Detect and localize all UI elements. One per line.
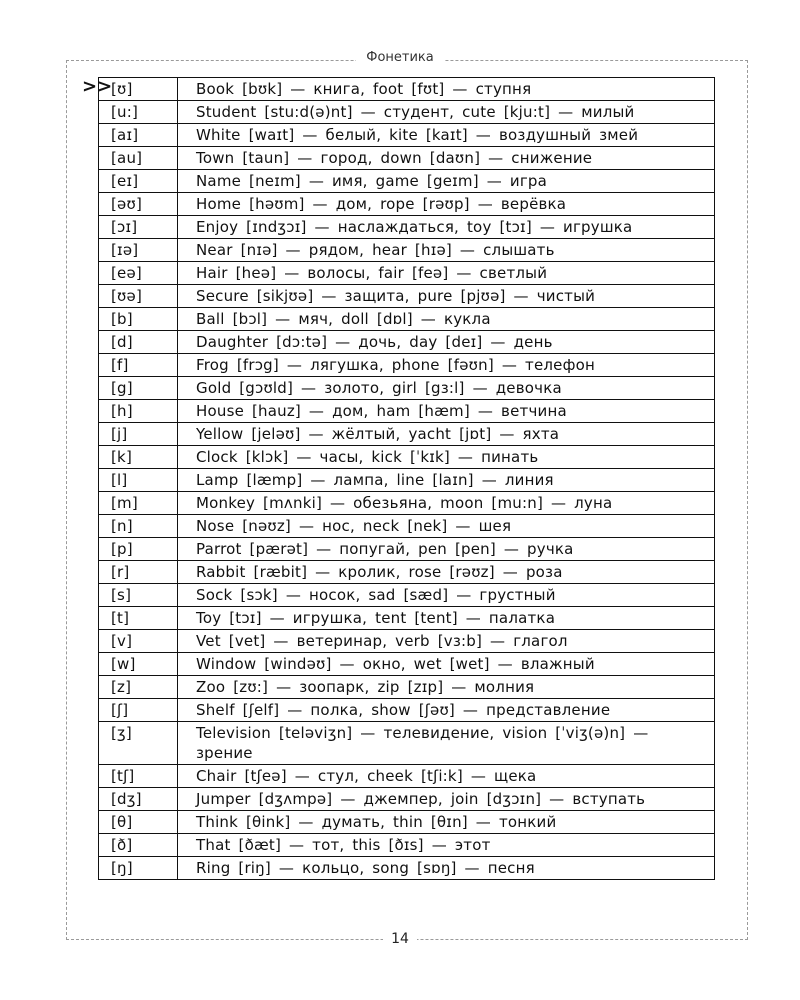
phoneme-symbol-cell: [f]	[99, 354, 178, 377]
example-words-cell: Monkey [mʌnki] — обезьяна, moon [mu:n] — луна	[178, 492, 715, 515]
example-words-cell: Parrot [pærət] — попугай, pen [pen] — ручка	[178, 538, 715, 561]
example-words-cell: Chair [tʃeə] — стул, cheek [tʃi:k] — щека	[178, 765, 715, 788]
table-row	[99, 630, 715, 653]
example-words-cell: Sock [sɔk] — носок, sad [sæd] — грустный	[178, 584, 715, 607]
example-words-cell: Nose [nəʊz] — нос, neck [nek] — шея	[178, 515, 715, 538]
example-words-cell: Clock [klɔk] — часы, kick [ˈkɪk] — пинать	[178, 446, 715, 469]
table-row	[99, 193, 715, 216]
table-row	[99, 676, 715, 699]
phoneme-symbol-cell: [au]	[99, 147, 178, 170]
phoneme-symbol-cell: [ʃ]	[99, 699, 178, 722]
table-row	[99, 354, 715, 377]
example-words-cell: Name [neɪm] — имя, game [geɪm] — игра	[178, 170, 715, 193]
phoneme-symbol-cell: [d]	[99, 331, 178, 354]
table-row	[99, 699, 715, 722]
example-words-cell: Shelf [ʃelf] — полка, show [ʃəʊ] — представление	[178, 699, 715, 722]
example-words-cell: Daughter [dɔ:tə] — дочь, day [deɪ] — день	[178, 331, 715, 354]
example-words-cell: Yellow [jeləʊ] — жёлтый, yacht [jɒt] — яхта	[178, 423, 715, 446]
example-words-cell: Window [windəʊ] — окно, wet [wet] — влажный	[178, 653, 715, 676]
table-row	[99, 423, 715, 446]
example-words-cell: Hair [heə] — волосы, fair [feə] — светлый	[178, 262, 715, 285]
example-words-cell: Home [həʊm] — дом, rope [rəʊp] — верёвка	[178, 193, 715, 216]
example-words-cell: Vet [vet] — ветеринар, verb [vɜ:b] — глагол	[178, 630, 715, 653]
table-row	[99, 216, 715, 239]
table-row	[99, 765, 715, 788]
phoneme-symbol-cell: [k]	[99, 446, 178, 469]
phoneme-symbol-cell: [b]	[99, 308, 178, 331]
page-footer	[0, 931, 800, 947]
table-row	[99, 607, 715, 630]
table-row	[99, 308, 715, 331]
table-row	[99, 722, 715, 765]
phoneme-symbol-cell: [dʒ]	[99, 788, 178, 811]
example-words-cell: Enjoy [ɪndʒɔɪ] — наслаждаться, toy [tɔɪ] — игрушка	[178, 216, 715, 239]
phoneme-symbol-cell: [u:]	[99, 101, 178, 124]
phoneme-symbol-cell: [eə]	[99, 262, 178, 285]
table-row	[99, 857, 715, 880]
phoneme-symbol-cell: [ʊ]	[99, 78, 178, 101]
table-row	[99, 515, 715, 538]
phoneme-symbol-cell: [w]	[99, 653, 178, 676]
phoneme-symbol-cell: [s]	[99, 584, 178, 607]
phoneme-symbol-cell: [əʊ]	[99, 193, 178, 216]
table-row	[99, 262, 715, 285]
example-words-cell: Gold [gɔʊld] — золото, girl [gɜ:l] — девочка	[178, 377, 715, 400]
table-row	[99, 834, 715, 857]
table-row	[99, 124, 715, 147]
phonetics-table	[98, 77, 715, 880]
example-words-cell: Ball [bɔl] — мяч, doll [dɒl] — кукла	[178, 308, 715, 331]
phoneme-symbol-cell: [ð]	[99, 834, 178, 857]
page-title: Фонетика	[356, 50, 443, 65]
phoneme-symbol-cell: [θ]	[99, 811, 178, 834]
phoneme-symbol-cell: [aɪ]	[99, 124, 178, 147]
table-row	[99, 811, 715, 834]
phoneme-symbol-cell: [eɪ]	[99, 170, 178, 193]
table-row	[99, 377, 715, 400]
example-words-cell: That [ðæt] — тот, this [ðɪs] — этот	[178, 834, 715, 857]
phoneme-symbol-cell: [tʃ]	[99, 765, 178, 788]
table-row	[99, 653, 715, 676]
double-arrow-icon: >>	[82, 76, 113, 97]
phoneme-symbol-cell: [j]	[99, 423, 178, 446]
example-words-cell: Toy [tɔɪ] — игрушка, tent [tent] — палатка	[178, 607, 715, 630]
phoneme-symbol-cell: [l]	[99, 469, 178, 492]
table-row	[99, 147, 715, 170]
example-words-cell: Lamp [læmp] — лампа, line [laɪn] — линия	[178, 469, 715, 492]
example-words-cell: Town [taun] — город, down [daʊn] — снижение	[178, 147, 715, 170]
table-row	[99, 469, 715, 492]
example-words-cell: Rabbit [ræbit] — кролик, rose [rəʊz] — роза	[178, 561, 715, 584]
phoneme-symbol-cell: [v]	[99, 630, 178, 653]
phonetics-table-body	[99, 78, 715, 880]
example-words-cell: Jumper [dʒʌmpə] — джемпер, join [dʒɔɪn] — вступать	[178, 788, 715, 811]
phoneme-symbol-cell: [m]	[99, 492, 178, 515]
example-words-cell: Book [bʊk] — книга, foot [fʊt] — ступня	[178, 78, 715, 101]
example-words-cell: Television [teləviʒn] — телевидение, vision [ˈviʒ(ə)n] — зрение	[178, 722, 715, 765]
example-words-cell: Secure [sikjʊə] — защита, pure [pjʊə] — чистый	[178, 285, 715, 308]
table-row	[99, 492, 715, 515]
phoneme-symbol-cell: [ʊə]	[99, 285, 178, 308]
example-words-cell: Near [nɪə] — рядом, hear [hɪə] — слышать	[178, 239, 715, 262]
example-words-cell: Student [stu:d(ə)nt] — студент, cute [kju:t] — милый	[178, 101, 715, 124]
table-row	[99, 78, 715, 101]
phoneme-symbol-cell: [z]	[99, 676, 178, 699]
example-words-cell: Zoo [zʊ:] — зоопарк, zip [zɪp] — молния	[178, 676, 715, 699]
phoneme-symbol-cell: [ʒ]	[99, 722, 178, 765]
phoneme-symbol-cell: [g]	[99, 377, 178, 400]
table-row	[99, 239, 715, 262]
table-row	[99, 331, 715, 354]
phoneme-symbol-cell: [ɔɪ]	[99, 216, 178, 239]
phoneme-symbol-cell: [r]	[99, 561, 178, 584]
table-row	[99, 584, 715, 607]
example-words-cell: White [waɪt] — белый, kite [kaɪt] — воздушный змей	[178, 124, 715, 147]
table-row	[99, 561, 715, 584]
phoneme-symbol-cell: [n]	[99, 515, 178, 538]
table-row	[99, 170, 715, 193]
example-words-cell: House [hauz] — дом, ham [hæm] — ветчина	[178, 400, 715, 423]
phoneme-symbol-cell: [ŋ]	[99, 857, 178, 880]
table-row	[99, 101, 715, 124]
phoneme-symbol-cell: [h]	[99, 400, 178, 423]
phoneme-symbol-cell: [p]	[99, 538, 178, 561]
example-words-cell: Ring [riŋ] — кольцо, song [sɒŋ] — песня	[178, 857, 715, 880]
example-words-cell: Frog [frɔg] — лягушка, phone [fəʊn] — телефон	[178, 354, 715, 377]
table-row	[99, 400, 715, 423]
example-words-cell: Think [θink] — думать, thin [θɪn] — тонкий	[178, 811, 715, 834]
phoneme-symbol-cell: [t]	[99, 607, 178, 630]
table-row	[99, 538, 715, 561]
page-header	[0, 50, 800, 65]
phoneme-symbol-cell: [ɪə]	[99, 239, 178, 262]
table-row	[99, 285, 715, 308]
table-row	[99, 446, 715, 469]
table-row	[99, 788, 715, 811]
page-number: 14	[383, 931, 417, 947]
